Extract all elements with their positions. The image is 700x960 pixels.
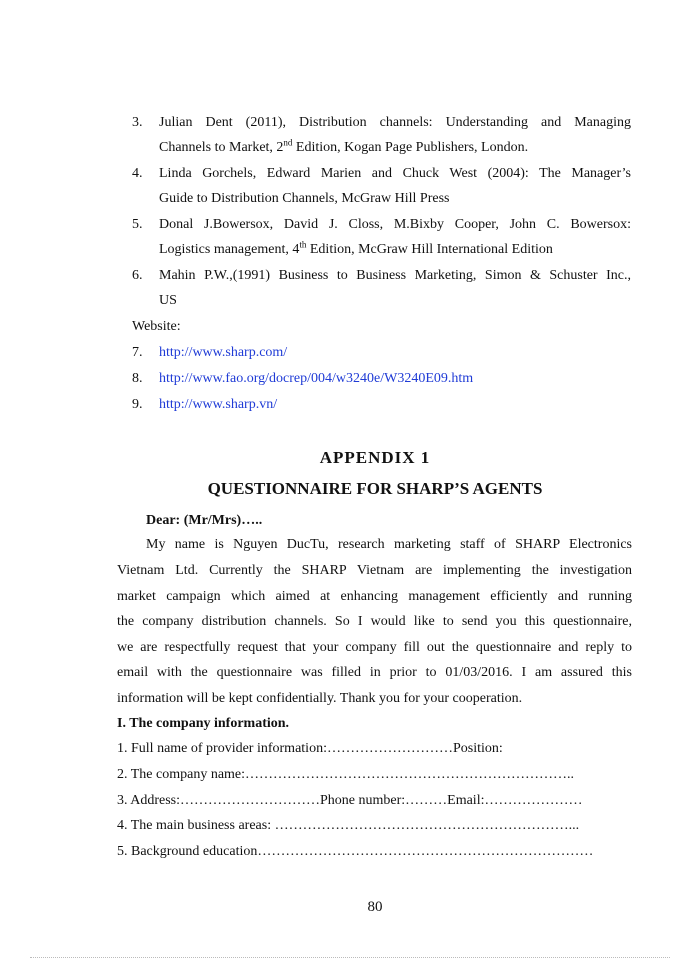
paragraph-line: information will be kept confidentially. Thank you for your cooperation. — [117, 691, 523, 706]
paragraph-line: Vietnam Ltd. Currently the SHARP Vietnam are implementing the investigation — [117, 563, 632, 578]
question-item: 4. The main business areas: ………………………………………………………... — [117, 818, 580, 833]
reference-number: 5. — [132, 217, 143, 232]
reference-text: Donal J.Bowersox, David J. Closs, M.Bixby Cooper, John C. Bowersox: — [159, 217, 631, 232]
website-link[interactable]: http://www.sharp.vn/ — [159, 397, 278, 412]
paragraph-line: My name is Nguyen DucTu, research marketing staff of SHARP Electronics — [146, 537, 632, 552]
page-bottom-rule — [30, 957, 670, 958]
page-number: 80 — [367, 899, 383, 915]
paragraph-line: the company distribution channels. So I would like to send you this questionnaire, — [117, 614, 632, 629]
appendix-subtitle: QUESTIONNAIRE FOR SHARP’S AGENTS — [207, 479, 543, 498]
question-item: 5. Background education……………………………………………………………… — [117, 844, 594, 859]
appendix-title: APPENDIX 1 — [319, 448, 431, 467]
paragraph-line: we are respectfully request that your company fill out the questionnaire and reply to — [117, 640, 632, 655]
reference-text-cont: US — [159, 293, 177, 308]
reference-text-cont: Logistics management, 4th Edition, McGraw Hill International Edition — [159, 239, 553, 257]
website-link[interactable]: http://www.fao.org/docrep/004/w3240e/W3240E09.htm — [159, 371, 474, 386]
paragraph-line: market campaign which aimed at enhancing management efficiently and running — [117, 589, 632, 604]
section-title: I. The company information. — [117, 716, 290, 731]
paragraph-line: email with the questionnaire was filled in prior to 01/03/2016. I am assured this — [117, 665, 632, 680]
reference-number: 3. — [132, 115, 143, 130]
reference-number: 6. — [132, 268, 143, 283]
reference-number: 4. — [132, 166, 143, 181]
question-item: 2. The company name:…………………………………………………………….. — [117, 767, 575, 782]
reference-text-cont: Guide to Distribution Channels, McGraw Hill Press — [159, 191, 450, 206]
website-number: 8. — [132, 371, 143, 386]
reference-text: Linda Gorchels, Edward Marien and Chuck West (2004): The Manager’s — [159, 166, 631, 181]
reference-text: Julian Dent (2011), Distribution channels: Understanding and Managing — [159, 115, 631, 130]
question-item: 3. Address:…………………………Phone number:………Email:………………… — [117, 793, 583, 808]
salutation: Dear: (Mr/Mrs)….. — [146, 513, 263, 528]
question-item: 1. Full name of provider information:………………………Position: — [117, 741, 503, 756]
website-number: 9. — [132, 397, 143, 412]
website-link[interactable]: http://www.sharp.com/ — [159, 345, 288, 360]
reference-text: Mahin P.W.,(1991) Business to Business Marketing, Simon & Schuster Inc., — [159, 268, 631, 283]
reference-text-cont: Channels to Market, 2nd Edition, Kogan Page Publishers, London. — [159, 137, 529, 155]
website-label: Website: — [132, 319, 181, 334]
website-number: 7. — [132, 345, 143, 360]
